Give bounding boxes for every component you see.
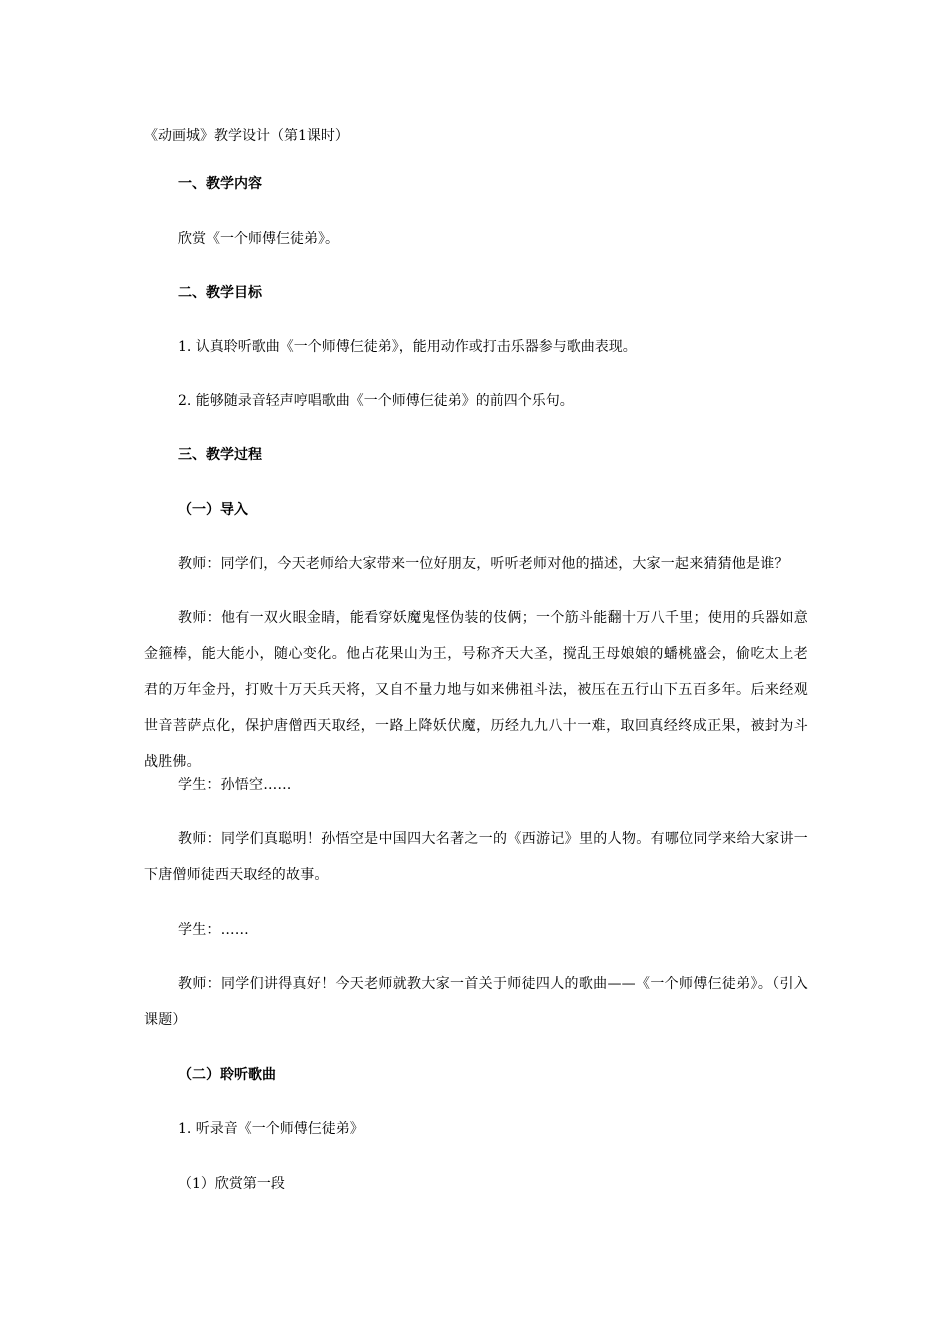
section-heading-process: 三、教学过程 bbox=[178, 447, 262, 463]
dialogue-teacher-1: 教师：同学们，今天老师给大家带来一位好朋友，听听老师对他的描述，大家一起来猜猜他是谁？ bbox=[178, 556, 789, 572]
document-title: 《动画城》教学设计（第1课时） bbox=[144, 128, 349, 144]
goal-item-2: 2. 能够随录音轻声哼唱歌曲《一个师傅仨徒弟》的前四个乐句。 bbox=[178, 393, 574, 409]
listen-step-1: 1. 听录音《一个师傅仨徒弟》 bbox=[178, 1121, 364, 1137]
dialogue-teacher-3: 教师：同学们真聪明！孙悟空是中国四大名著之一的《西游记》里的人物。有哪位同学来给大家讲一下唐僧师徒西天取经的故事。 bbox=[144, 831, 808, 883]
section-heading-goals: 二、教学目标 bbox=[178, 285, 262, 301]
dialogue-teacher-2: 教师：他有一双火眼金睛，能看穿妖魔鬼怪伪装的伎俩；一个筋斗能翻十万八千里；使用的兵器如意金箍棒，能大能小，随心变化。他占花果山为王，号称齐天大圣，搅乱王母娘娘的蟠桃盛会，偷吃太上老君的万年金丹，打败十万天兵天将，又自不量力地与如来佛祖斗法，被压在五行山下五百多年。后来经观世音菩萨点化，保护唐僧西天取经，一路上降妖伏魔，历经九九八十一难，取回真经终成正果，被封为斗战胜佛。 bbox=[144, 610, 808, 770]
subsection-heading-intro: （一）导入 bbox=[178, 502, 248, 518]
content-text: 欣赏《一个师傅仨徒弟》。 bbox=[178, 231, 339, 247]
goal-item-1: 1. 认真聆听歌曲《一个师傅仨徒弟》，能用动作或打击乐器参与歌曲表现。 bbox=[178, 339, 637, 355]
dialogue-student-1: 学生：孙悟空…… bbox=[178, 777, 292, 793]
dialogue-teacher-4: 教师：同学们讲得真好！今天老师就教大家一首关于师徒四人的歌曲——《一个师傅仨徒弟》。（引入课题） bbox=[144, 976, 808, 1028]
section-heading-content: 一、教学内容 bbox=[178, 176, 262, 192]
subsection-heading-listen: （二）聆听歌曲 bbox=[178, 1067, 276, 1083]
listen-step-1a: （1）欣赏第一段 bbox=[178, 1176, 285, 1192]
dialogue-student-2: 学生：…… bbox=[178, 922, 249, 938]
